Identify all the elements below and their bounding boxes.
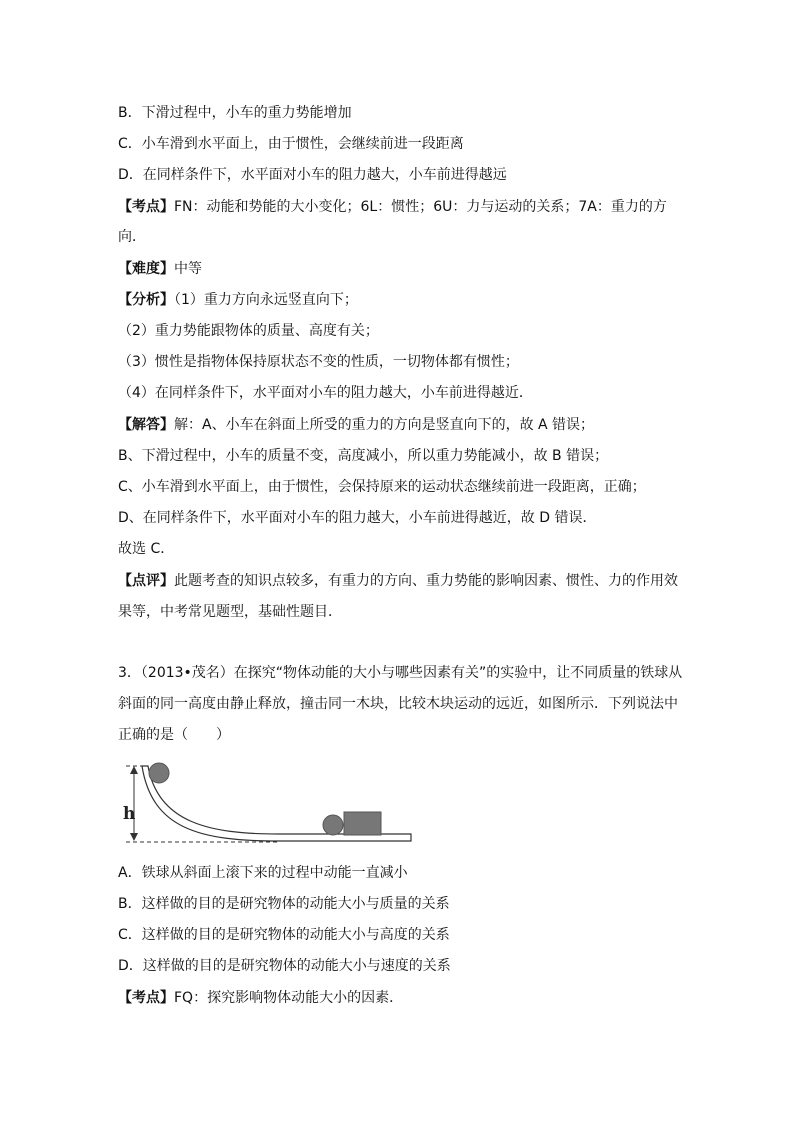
option-c: C．小车滑到水平面上，由于惯性，会继续前进一段距离	[118, 136, 464, 152]
question3-kaodian-tag: 【考点】	[118, 990, 174, 1006]
question3-stem-1: 3．（2013•茂名）在探究“物体动能的大小与哪些因素有关”的实验中，让不同质量的铁球从	[118, 665, 683, 681]
fenxi-tag: 【分析】	[118, 292, 174, 308]
fenxi-line-2: （2）重力势能跟物体的质量、高度有关；	[118, 323, 379, 339]
ramp-figure	[118, 757, 418, 852]
jieda-line-2: B、下滑过程中，小车的质量不变，高度减小，所以重力势能减小，故 B 错误；	[118, 448, 609, 464]
height-label: h	[123, 804, 136, 824]
option-d: D．在同样条件下，水平面对小车的阻力越大，小车前进得越远	[118, 167, 507, 183]
question3-option-d: D．这样做的目的是研究物体的动能大小与速度的关系	[118, 958, 451, 974]
dianping-line-1	[118, 571, 678, 591]
answer-line: 故选 C．	[118, 541, 175, 557]
dianping-line-2: 果等，中考常见题型，基础性题目．	[118, 604, 342, 620]
bottom-iron-ball	[323, 815, 343, 835]
dianping-text-1: 此题考查的知识点较多，有重力的方向、重力势能的影响因素、惯性、力的作用效	[174, 573, 678, 589]
question3-option-a: A．铁球从斜面上滚下来的过程中动能一直减小	[118, 865, 408, 881]
question3-kaodian-text: FQ：探究影响物体动能大小的因素．	[174, 990, 404, 1006]
fenxi-line-3: （3）惯性是指物体保持原状态不变的性质，一切物体都有惯性；	[118, 354, 519, 370]
jieda-line-3: C、小车滑到水平面上，由于惯性，会保持原来的运动状态继续前进一段距离，正确；	[118, 479, 646, 495]
height-arrow-up-head	[130, 766, 138, 774]
question3-stem-3: 正确的是（ ）	[118, 727, 230, 743]
wooden-block	[344, 812, 381, 835]
question3-stem-2: 斜面的同一高度由静止释放，撞击同一木块，比较木块运动的远近，如图所示．下列说法中	[118, 696, 678, 712]
kaodian-text: FN：动能和势能的大小变化；6L：惯性；6U：力与运动的关系；7A：重力的方	[174, 199, 667, 215]
fenxi-line-1	[118, 290, 358, 310]
question3-option-b: B．这样做的目的是研究物体的动能大小与质量的关系	[118, 896, 450, 912]
jieda-text-1: 解：A、小车在斜面上所受的重力的方向是竖直向下的，故 A 错误；	[174, 417, 595, 433]
top-iron-ball	[149, 763, 169, 783]
fenxi-line-4: （4）在同样条件下，水平面对小车的阻力越大，小车前进得越近．	[118, 385, 533, 401]
kaodian-line-1	[118, 197, 667, 217]
height-arrow-down-head	[130, 833, 138, 841]
fenxi-text-1: （1）重力方向永远竖直向下；	[174, 292, 358, 308]
question3-kaodian-line	[118, 988, 403, 1008]
jieda-line-4: D、在同样条件下，水平面对小车的阻力越大，小车前进得越近，故 D 错误．	[118, 510, 597, 526]
kaodian-tag: 【考点】	[118, 199, 174, 215]
dianping-tag: 【点评】	[118, 573, 174, 589]
kaodian-line-2: 向．	[118, 229, 146, 245]
option-b: B．下滑过程中，小车的重力势能增加	[118, 105, 352, 121]
jieda-tag: 【解答】	[118, 417, 174, 433]
nandu-line	[118, 259, 202, 279]
nandu-tag: 【难度】	[118, 261, 174, 277]
jieda-line-1	[118, 415, 594, 435]
nandu-text: 中等	[174, 261, 202, 277]
question3-option-c: C．这样做的目的是研究物体的动能大小与高度的关系	[118, 927, 450, 943]
